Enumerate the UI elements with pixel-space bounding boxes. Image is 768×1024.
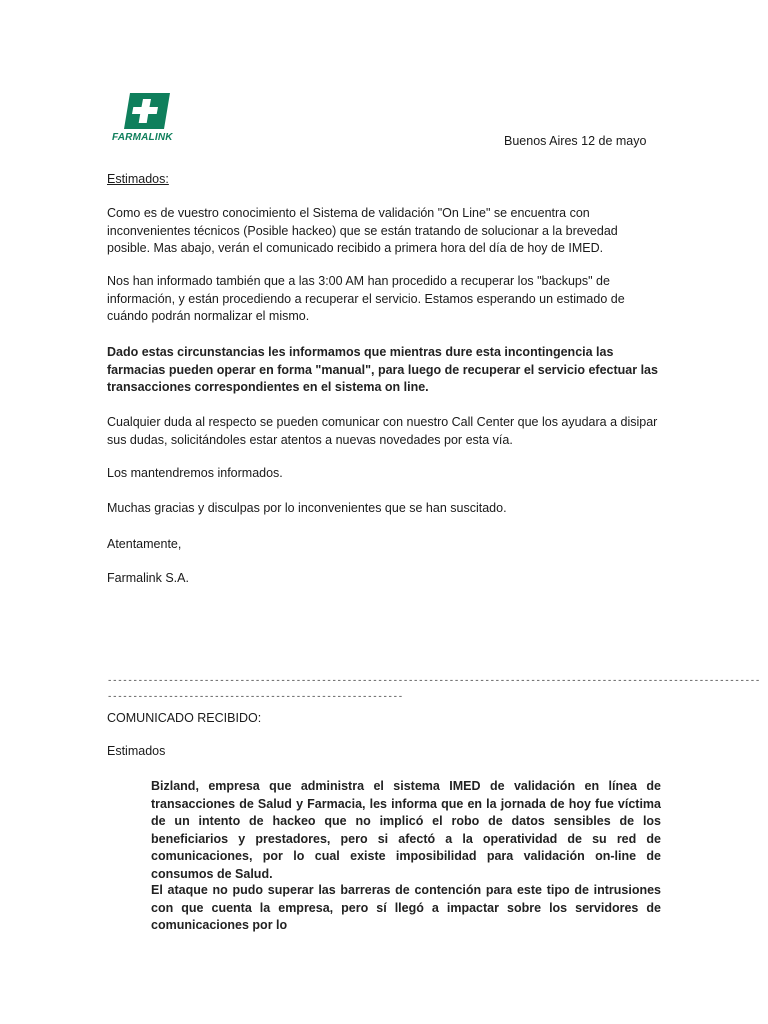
paragraph-4: Cualquier duda al respecto se pueden comunicar con nuestro Call Center que los ayudara a disipar sus dudas, solicitándoles estar atentos a nuevas novedades por esta vía. [107,415,658,447]
letter-date: Buenos Aires 12 de mayo [504,134,647,148]
paragraph-2: Nos han informado también que a las 3:00 AM han procedido a recuperar los "backups" de información, y están procediendo a recuperar el servicio. Estamos esperando un estimado de cuándo podrán normalizar el mismo. [107,274,625,323]
farmalink-logo [112,93,178,149]
paragraph-3: Dado estas circunstancias les informamos que mientras dure esta incontingencia las farmacias pueden operar en forma "manual", para luego de recuperar el servicio efectuar las transacciones correspondientes en el sistema on line. [107,345,658,394]
paragraph-5: Los mantendremos informados. [107,466,283,480]
received-paragraph-1: Bizland, empresa que administra el sistema IMED de validación en línea de transacciones de Salud y Farmacia, les informa que en la jornada de hoy fue víctima de un intento de hackeo que no implicó el robo de datos sensibles de los beneficiarios y prestadores, pero si afectó a la operatividad de su red de comunicaciones, por lo cual existe imposibilidad para validación on-line de consumos de Salud. [151,779,661,881]
received-greeting: Estimados [107,744,166,758]
farmalink-cross-icon [124,93,170,129]
logo-text: FARMALINK [112,132,173,143]
greeting: Estimados: [107,172,169,186]
paragraph-6: Muchas gracias y disculpas por lo inconvenientes que se han suscitado. [107,501,507,515]
separator-line-1: -------------------------------------------------------------------------------------------------------------------------------- [107,676,760,686]
received-heading: COMUNICADO RECIBIDO: [107,711,262,725]
separator-line-2: ---------------------------------------------------------- [107,692,403,702]
signature: Farmalink S.A. [107,571,189,585]
received-paragraph-2: El ataque no pudo superar las barreras de contención para este tipo de intrusiones con que cuenta la empresa, pero sí llegó a impactar sobre los servidores de comunicaciones por lo [151,883,661,932]
closing: Atentamente, [107,537,182,551]
paragraph-1: Como es de vuestro conocimiento el Sistema de validación "On Line" se encuentra con inconvenientes técnicos (Posible hackeo) que se están tratando de solucionar a la brevedad posible. Mas abajo, verán el comunicado recibido a primera hora del día de hoy de IMED. [107,206,618,255]
